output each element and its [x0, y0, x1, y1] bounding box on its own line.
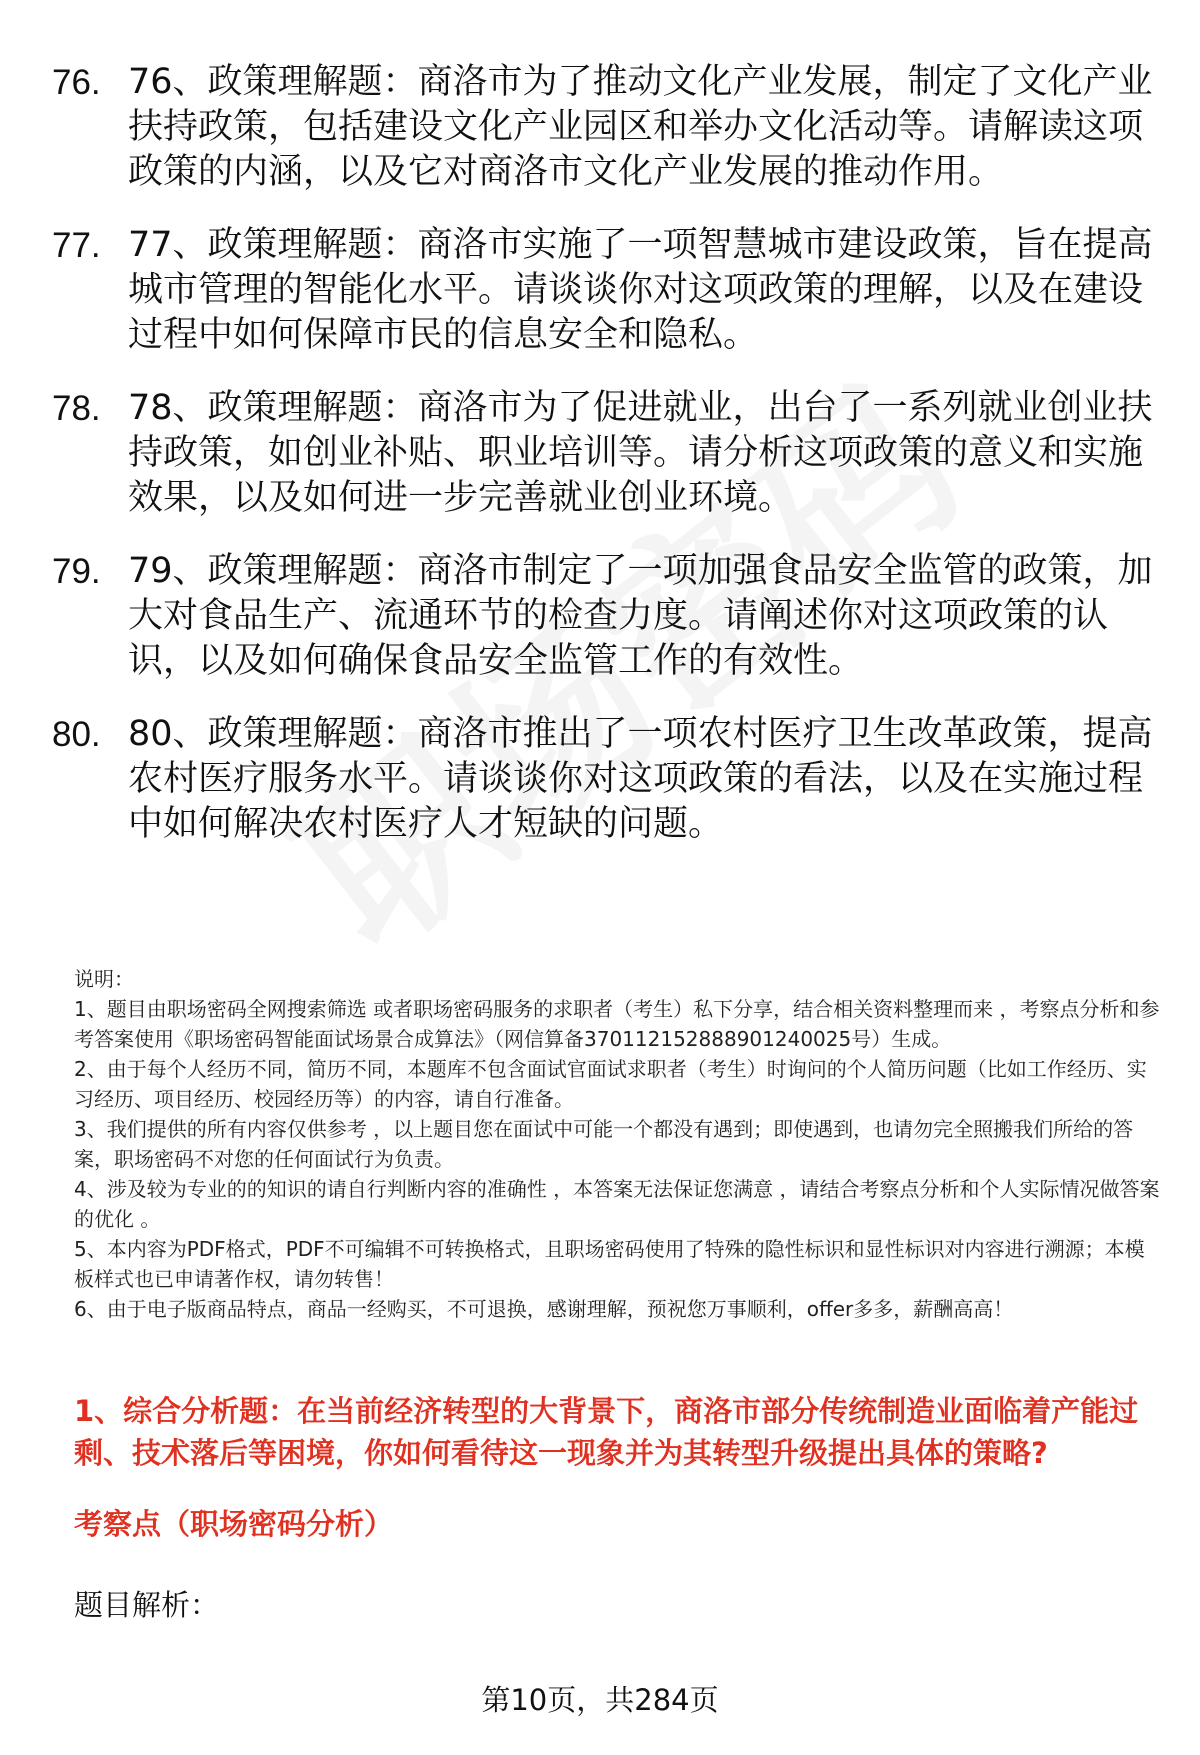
question-text: 80、政策理解题：商洛市推出了一项农村医疗卫生改革政策，提高农村医疗服务水平。请谈谈你对这项政策的看法，以及在实施过程中如何解决农村医疗人才短缺的问题。	[128, 714, 1153, 844]
notes-title: 说明：	[74, 967, 134, 991]
note-item: 6、由于电子版商品特点，商品一经购买，不可退换，感谢理解，预祝您万事顺利，offer多多，薪酬高高！	[74, 1297, 1014, 1321]
question-number: 76.	[52, 63, 101, 102]
question-number: 77.	[52, 226, 101, 265]
kaochadian-heading: 考察点（职场密码分析）	[74, 1507, 394, 1541]
notes-section	[74, 964, 1164, 1324]
question-item	[52, 60, 1162, 195]
note-item: 4、涉及较为专业的的知识的请自行判断内容的准确性 ，本答案无法保证您满意 ，请结合考察点分析和个人实际情况做答案的优化 。	[74, 1177, 1160, 1231]
note-item: 2、由于每个人经历不同，简历不同，本题库不包含面试官面试求职者（考生）时询问的个人简历问题（比如工作经历、实习经历、项目经历、校园经历等）的内容，请自行准备。	[74, 1057, 1147, 1111]
question-number: 78.	[52, 389, 101, 428]
note-item: 3、我们提供的所有内容仅供参考 ，以上题目您在面试中可能一个都没有遇到；即使遇到，也请勿完全照搬我们所给的答案，职场密码不对您的任何面试行为负责。	[74, 1117, 1134, 1171]
question-item	[52, 223, 1162, 358]
question-text: 78、政策理解题：商洛市为了促进就业，出台了一系列就业创业扶持政策，如创业补贴、职业培训等。请分析这项政策的意义和实施效果，以及如何进一步完善就业创业环境。	[128, 388, 1153, 518]
question-list	[52, 60, 1162, 875]
question-number: 80.	[52, 715, 101, 754]
section-question: 1、综合分析题：在当前经济转型的大背景下，商洛市部分传统制造业面临着产能过剩、技术落后等困境，你如何看待这一现象并为其转型升级提出具体的策略?	[74, 1394, 1139, 1470]
question-text: 77、政策理解题：商洛市实施了一项智慧城市建设政策，旨在提高城市管理的智能化水平。请谈谈你对这项政策的理解，以及在建设过程中如何保障市民的信息安全和隐私。	[128, 225, 1153, 355]
note-item: 5、本内容为PDF格式，PDF不可编辑不可转换格式，且职场密码使用了特殊的隐性标识和显性标识对内容进行溯源；本模板样式也已申请著作权，请勿转售！	[74, 1237, 1145, 1291]
question-item	[52, 386, 1162, 521]
question-text: 76、政策理解题：商洛市为了推动文化产业发展，制定了文化产业扶持政策，包括建设文化产业园区和举办文化活动等。请解读这项政策的内涵，以及它对商洛市文化产业发展的推动作用。	[128, 62, 1153, 192]
analysis-label: 题目解析：	[74, 1588, 220, 1622]
question-text: 79、政策理解题：商洛市制定了一项加强食品安全监管的政策，加大对食品生产、流通环节的检查力度。请阐述你对这项政策的认识，以及如何确保食品安全监管工作的有效性。	[128, 551, 1153, 681]
question-item	[52, 549, 1162, 684]
note-item: 1、题目由职场密码全网搜索筛选 或者职场密码服务的求职者（考生）私下分享，结合相关资料整理而来 ，考察点分析和参考答案使用《职场密码智能面试场景合成算法》（网信算备370112152888901240025号）生成。	[74, 997, 1160, 1051]
question-item	[52, 712, 1162, 847]
question-number: 79.	[52, 552, 101, 591]
page-footer: 第10页，共284页	[481, 1683, 719, 1717]
